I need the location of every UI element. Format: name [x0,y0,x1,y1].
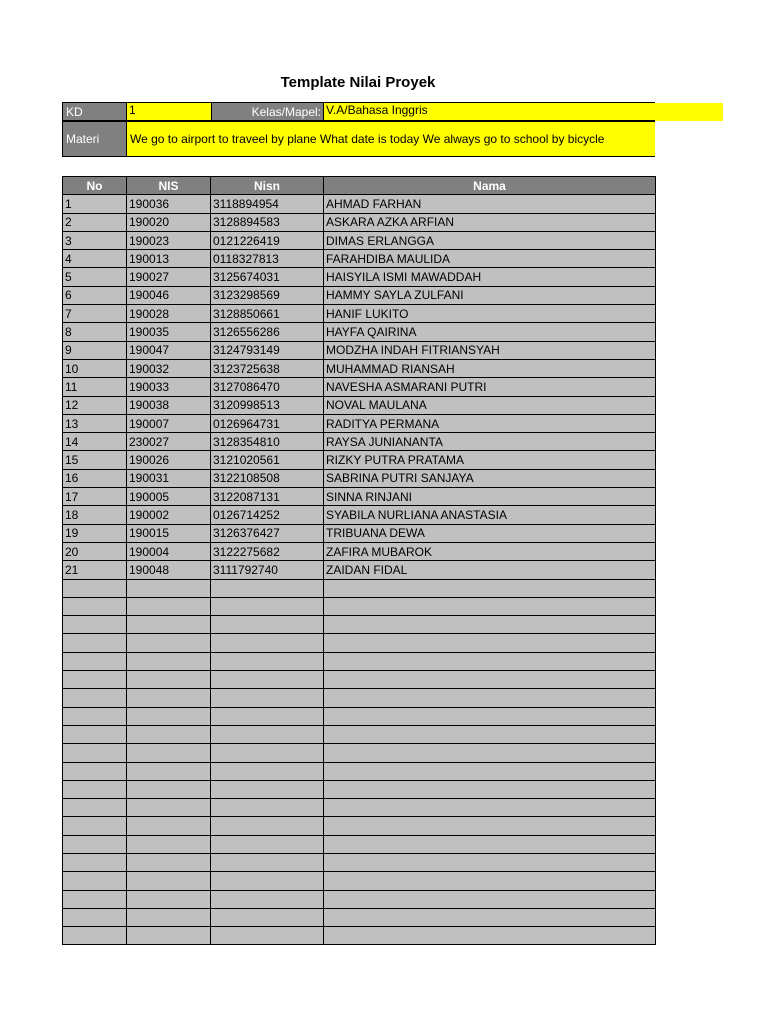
cell-no[interactable]: 7 [63,305,127,323]
kd-row [62,102,723,121]
empty-table-row [63,890,656,908]
kd-value-cell[interactable]: 1 [127,102,211,121]
cell-nama-empty[interactable] [324,817,656,835]
cell-nama-empty[interactable] [324,671,656,689]
cell-no-empty[interactable] [63,744,127,762]
cell-nama[interactable]: SYABILA NURLIANA ANASTASIA [324,506,656,524]
cell-nis-empty[interactable] [127,872,211,890]
cell-nisn-empty[interactable] [211,817,324,835]
cell-nis[interactable]: 190013 [127,250,211,268]
cell-no-empty[interactable] [63,780,127,798]
empty-table-row [63,817,656,835]
cell-nis-empty[interactable] [127,853,211,871]
cell-nama[interactable]: SINNA RINJANI [324,488,656,506]
cell-nis[interactable]: 190023 [127,231,211,249]
table-row [63,396,656,414]
cell-nama-empty[interactable] [324,890,656,908]
cell-nis-empty[interactable] [127,597,211,615]
cell-no-empty[interactable] [63,725,127,743]
cell-nis[interactable]: 190002 [127,506,211,524]
empty-table-row [63,634,656,652]
cell-nisn[interactable]: 3111792740 [211,561,324,579]
cell-nis[interactable]: 190005 [127,488,211,506]
cell-nama-empty[interactable] [324,908,656,926]
empty-table-row [63,652,656,670]
cell-no[interactable]: 10 [63,359,127,377]
cell-nama-empty[interactable] [324,579,656,597]
cell-nisn[interactable]: 3123298569 [211,286,324,304]
cell-no-empty[interactable] [63,671,127,689]
cell-nisn-empty[interactable] [211,689,324,707]
cell-nisn-empty[interactable] [211,616,324,634]
column-header-nama: Nama [324,177,656,195]
cell-nama[interactable]: NAVESHA ASMARANI PUTRI [324,378,656,396]
cell-nisn-empty[interactable] [211,652,324,670]
cell-nis[interactable]: 190048 [127,561,211,579]
cell-nis-empty[interactable] [127,908,211,926]
cell-no-empty[interactable] [63,872,127,890]
cell-nisn[interactable]: 0118327813 [211,250,324,268]
cell-nama-empty[interactable] [324,780,656,798]
cell-nama[interactable]: RAYSA JUNIANANTA [324,433,656,451]
cell-no[interactable]: 8 [63,323,127,341]
empty-table-row [63,707,656,725]
column-header-nisn: Nisn [211,177,324,195]
cell-nisn-empty[interactable] [211,725,324,743]
cell-nis[interactable]: 230027 [127,433,211,451]
cell-no-empty[interactable] [63,597,127,615]
table-row [63,195,656,213]
cell-no[interactable]: 4 [63,250,127,268]
empty-table-row [63,927,656,945]
cell-nama[interactable]: ZAFIRA MUBAROK [324,542,656,560]
cell-no[interactable]: 3 [63,231,127,249]
empty-table-row [63,872,656,890]
cell-no[interactable]: 6 [63,286,127,304]
cell-nis[interactable]: 190031 [127,469,211,487]
cell-no-empty[interactable] [63,853,127,871]
cell-no-empty[interactable] [63,835,127,853]
empty-table-row [63,780,656,798]
cell-no[interactable]: 18 [63,506,127,524]
cell-nama[interactable]: SABRINA PUTRI SANJAYA [324,469,656,487]
cell-nis[interactable]: 190015 [127,524,211,542]
empty-table-row [63,908,656,926]
cell-no[interactable]: 1 [63,195,127,213]
cell-no-empty[interactable] [63,762,127,780]
table-row [63,286,656,304]
cell-nis-empty[interactable] [127,744,211,762]
cell-nis-empty[interactable] [127,671,211,689]
materi-value-cell[interactable]: We go to airport to traveel by plane What date is today We always go to school by bicycle [127,121,655,157]
cell-nama[interactable]: NOVAL MAULANA [324,396,656,414]
cell-nama[interactable]: TRIBUANA DEWA [324,524,656,542]
cell-nis[interactable]: 190004 [127,542,211,560]
cell-nama[interactable]: HANIF LUKITO [324,305,656,323]
cell-no[interactable]: 16 [63,469,127,487]
table-row [63,250,656,268]
table-row [63,305,656,323]
cell-no-empty[interactable] [63,927,127,945]
cell-no[interactable]: 11 [63,378,127,396]
cell-nama-empty[interactable] [324,689,656,707]
cell-nis-empty[interactable] [127,634,211,652]
cell-nisn[interactable]: 3123725638 [211,359,324,377]
cell-nisn[interactable]: 0126714252 [211,506,324,524]
cell-nis-empty[interactable] [127,579,211,597]
cell-nisn[interactable]: 3128354810 [211,433,324,451]
cell-nisn-empty[interactable] [211,872,324,890]
cell-nisn[interactable]: 3128850661 [211,305,324,323]
empty-table-row [63,725,656,743]
cell-nis[interactable]: 190020 [127,213,211,231]
empty-table-row [63,799,656,817]
cell-no-empty[interactable] [63,652,127,670]
table-row [63,213,656,231]
cell-nisn[interactable]: 3125674031 [211,268,324,286]
empty-table-row [63,744,656,762]
kd-label: KD [62,102,127,121]
cell-no[interactable]: 2 [63,213,127,231]
cell-no-empty[interactable] [63,817,127,835]
cell-nama[interactable]: HAYFA QAIRINA [324,323,656,341]
materi-row [62,121,723,157]
cell-nisn-empty[interactable] [211,744,324,762]
info-block [62,102,723,157]
cell-no[interactable]: 12 [63,396,127,414]
cell-no[interactable]: 19 [63,524,127,542]
cell-nama[interactable]: RIZKY PUTRA PRATAMA [324,451,656,469]
cell-nis[interactable]: 190047 [127,341,211,359]
cell-nama-empty[interactable] [324,835,656,853]
page-title: Template Nilai Proyek [280,74,436,91]
cell-nis-empty[interactable] [127,817,211,835]
cell-no[interactable]: 5 [63,268,127,286]
cell-nama[interactable]: ASKARA AZKA ARFIAN [324,213,656,231]
cell-nama[interactable]: DIMAS ERLANGGA [324,231,656,249]
cell-nisn[interactable]: 3121020561 [211,451,324,469]
empty-table-row [63,579,656,597]
empty-table-row [63,616,656,634]
cell-no-empty[interactable] [63,707,127,725]
table-row [63,561,656,579]
cell-nisn[interactable]: 3122087131 [211,488,324,506]
empty-table-row [63,689,656,707]
cell-nisn[interactable]: 3128894583 [211,213,324,231]
cell-nisn-empty[interactable] [211,908,324,926]
cell-no-empty[interactable] [63,689,127,707]
cell-nama[interactable]: FARAHDIBA MAULIDA [324,250,656,268]
cell-nama-empty[interactable] [324,927,656,945]
cell-nisn[interactable]: 3122108508 [211,469,324,487]
cell-nama[interactable]: AHMAD FARHAN [324,195,656,213]
cell-nama-empty[interactable] [324,762,656,780]
cell-no[interactable]: 14 [63,433,127,451]
kelas-overflow-cell [655,103,723,121]
table-row [63,433,656,451]
empty-table-row [63,835,656,853]
cell-nisn[interactable]: 0126964731 [211,414,324,432]
cell-nisn-empty[interactable] [211,927,324,945]
cell-no-empty[interactable] [63,890,127,908]
cell-nis-empty[interactable] [127,689,211,707]
table-row [63,488,656,506]
cell-nis[interactable]: 190028 [127,305,211,323]
cell-nama[interactable]: MODZHA INDAH FITRIANSYAH [324,341,656,359]
cell-no[interactable]: 17 [63,488,127,506]
cell-nis-empty[interactable] [127,652,211,670]
cell-nisn[interactable]: 3120998513 [211,396,324,414]
cell-nis[interactable]: 190036 [127,195,211,213]
cell-nama[interactable]: RADITYA PERMANA [324,414,656,432]
cell-nama-empty[interactable] [324,744,656,762]
table-row [63,542,656,560]
cell-nama[interactable]: HAMMY SAYLA ZULFANI [324,286,656,304]
cell-nis-empty[interactable] [127,890,211,908]
cell-nama-empty[interactable] [324,634,656,652]
cell-nisn[interactable]: 3118894954 [211,195,324,213]
cell-nisn-empty[interactable] [211,799,324,817]
cell-nis[interactable]: 190038 [127,396,211,414]
cell-nama-empty[interactable] [324,799,656,817]
cell-nama[interactable]: ZAIDAN FIDAL [324,561,656,579]
cell-nis-empty[interactable] [127,762,211,780]
student-table [62,176,656,945]
table-row [63,469,656,487]
cell-nama-empty[interactable] [324,872,656,890]
cell-nis[interactable]: 190032 [127,359,211,377]
table-row [63,524,656,542]
cell-no[interactable]: 13 [63,414,127,432]
table-row [63,378,656,396]
table-row [63,231,656,249]
cell-no[interactable]: 21 [63,561,127,579]
cell-nisn-empty[interactable] [211,707,324,725]
cell-no-empty[interactable] [63,908,127,926]
cell-nisn-empty[interactable] [211,579,324,597]
cell-nisn-empty[interactable] [211,671,324,689]
cell-no-empty[interactable] [63,616,127,634]
cell-nis-empty[interactable] [127,927,211,945]
cell-nama-empty[interactable] [324,616,656,634]
cell-nisn-empty[interactable] [211,853,324,871]
cell-no[interactable]: 15 [63,451,127,469]
table-row [63,506,656,524]
cell-nisn[interactable]: 3126556286 [211,323,324,341]
table-header-row [63,177,656,195]
cell-nisn[interactable]: 3127086470 [211,378,324,396]
empty-table-row [63,597,656,615]
cell-no-empty[interactable] [63,799,127,817]
cell-nisn[interactable]: 0121226419 [211,231,324,249]
kelas-value-cell[interactable]: V.A/Bahasa Inggris [324,102,655,121]
column-header-nis: NIS [127,177,211,195]
cell-nama-empty[interactable] [324,597,656,615]
empty-table-row [63,762,656,780]
cell-nisn-empty[interactable] [211,890,324,908]
cell-nisn[interactable]: 3122275682 [211,542,324,560]
cell-nisn-empty[interactable] [211,780,324,798]
cell-nis-empty[interactable] [127,725,211,743]
empty-table-row [63,853,656,871]
cell-nisn[interactable]: 3126376427 [211,524,324,542]
cell-nis-empty[interactable] [127,835,211,853]
empty-table-row [63,671,656,689]
cell-nis[interactable]: 190026 [127,451,211,469]
cell-nis[interactable]: 190046 [127,286,211,304]
cell-nama-empty[interactable] [324,725,656,743]
cell-nisn-empty[interactable] [211,634,324,652]
cell-nama-empty[interactable] [324,853,656,871]
table-row [63,268,656,286]
table-row [63,341,656,359]
cell-nis-empty[interactable] [127,616,211,634]
cell-no-empty[interactable] [63,579,127,597]
cell-nis-empty[interactable] [127,707,211,725]
cell-nis-empty[interactable] [127,799,211,817]
cell-nama-empty[interactable] [324,652,656,670]
table-row [63,359,656,377]
cell-nis-empty[interactable] [127,780,211,798]
cell-nis[interactable]: 190035 [127,323,211,341]
materi-label: Materi [62,121,127,157]
cell-no-empty[interactable] [63,634,127,652]
cell-nis[interactable]: 190007 [127,414,211,432]
cell-nisn-empty[interactable] [211,762,324,780]
kelas-label: Kelas/Mapel: [211,102,324,121]
cell-nisn-empty[interactable] [211,597,324,615]
table-row [63,451,656,469]
cell-nisn-empty[interactable] [211,835,324,853]
cell-no[interactable]: 20 [63,542,127,560]
table-row [63,414,656,432]
cell-nis[interactable]: 190033 [127,378,211,396]
cell-nisn[interactable]: 3124793149 [211,341,324,359]
cell-nama[interactable]: HAISYILA ISMI MAWADDAH [324,268,656,286]
column-header-no: No [63,177,127,195]
cell-nama[interactable]: MUHAMMAD RIANSAH [324,359,656,377]
cell-nis[interactable]: 190027 [127,268,211,286]
cell-no[interactable]: 9 [63,341,127,359]
table-row [63,323,656,341]
table-body [63,195,656,945]
cell-nama-empty[interactable] [324,707,656,725]
